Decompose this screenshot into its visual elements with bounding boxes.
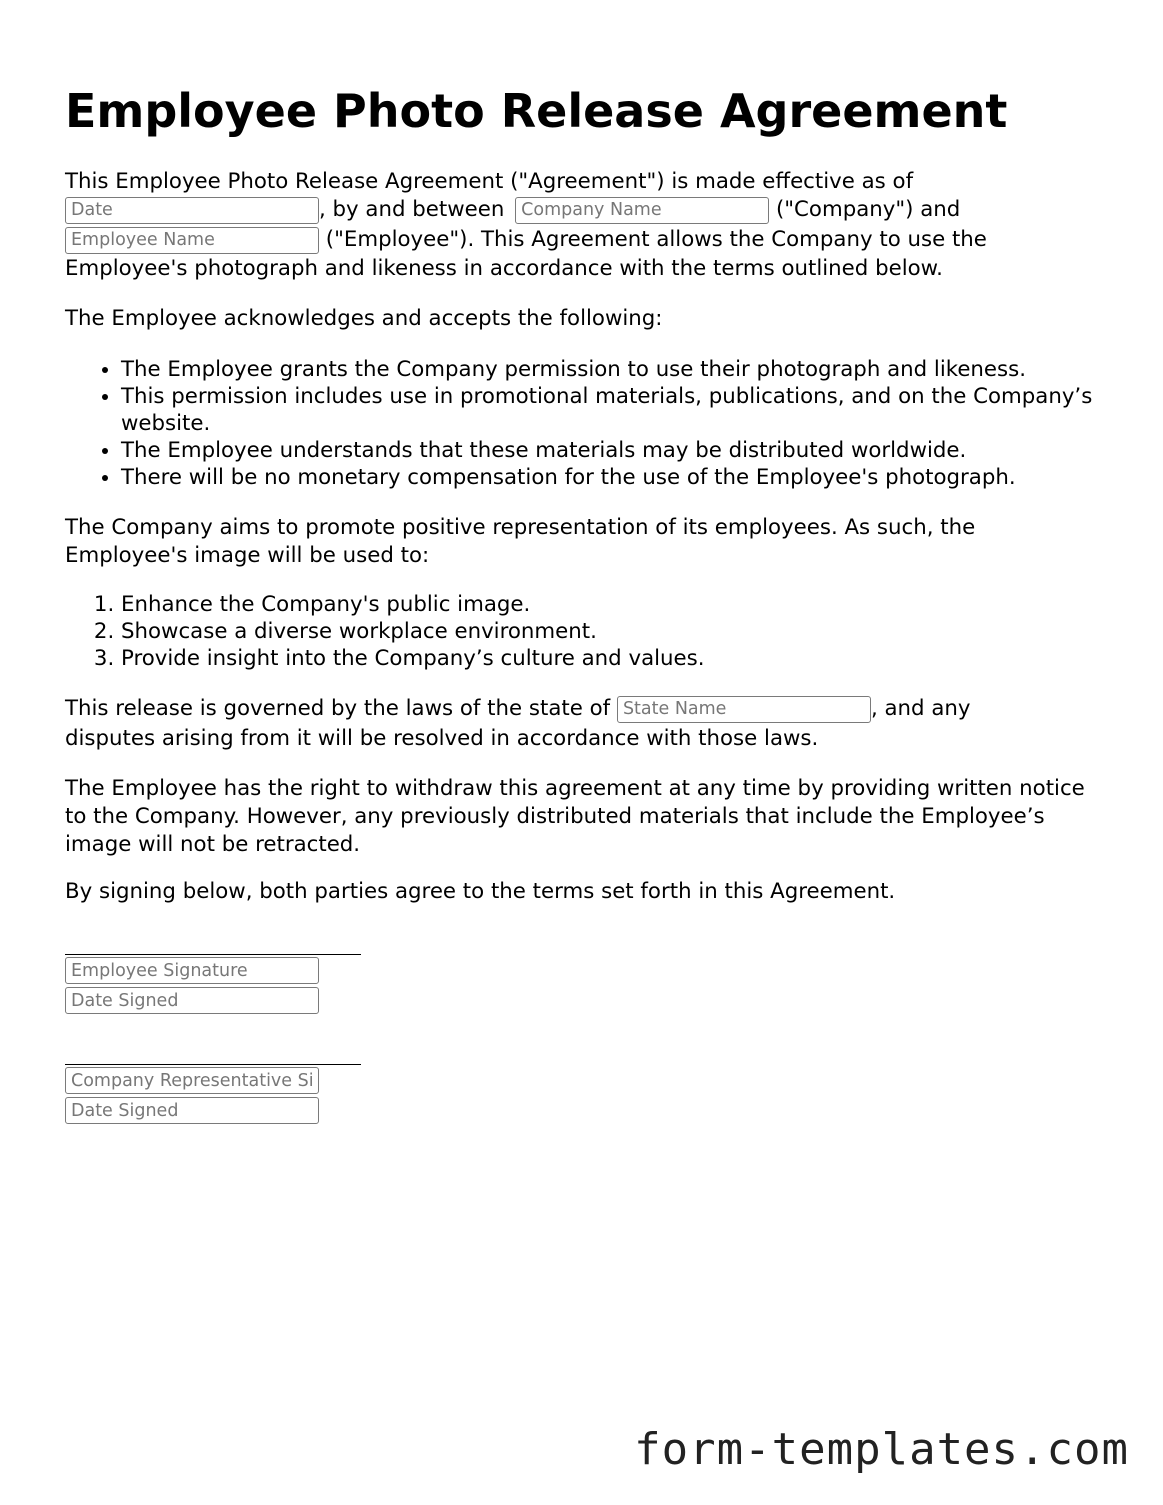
company-name-input[interactable]	[515, 197, 769, 224]
employee-name-input[interactable]	[65, 227, 319, 254]
employee-signature-input[interactable]	[65, 957, 319, 984]
governing-line-2	[65, 725, 818, 753]
company-signature-line	[65, 1063, 361, 1065]
governing-line-1	[65, 695, 970, 723]
uses-list	[65, 591, 1121, 672]
acknowledge-heading: The Employee acknowledges and accepts the following:	[65, 306, 663, 331]
governing-suffix: , and any	[870, 696, 971, 721]
list-item: • The Employee understands that these materials may be distributed worldwide.	[121, 437, 1121, 464]
employee-signature-line	[65, 953, 361, 955]
intro-line-1	[65, 168, 913, 196]
list-item: • The Employee grants the Company permission to use their photograph and likeness.	[121, 356, 1121, 383]
employee-date-signed-input[interactable]	[65, 987, 319, 1014]
list-item: • This permission includes use in promotional materials, publications, and on the Company’s website.	[121, 383, 1121, 437]
between-text: , by and between	[319, 197, 505, 222]
list-item: 2. Showcase a diverse workplace environment.	[121, 618, 1121, 645]
governing-text: disputes arising from it will be resolved in accordance with those laws.	[65, 726, 819, 751]
watermark-logo: form-templates.com	[634, 1424, 1129, 1475]
list-item: 1. Enhance the Company's public image.	[121, 591, 1121, 618]
intro-text: This Employee Photo Release Agreement ("Agreement") is made effective as of	[65, 169, 914, 194]
company-signature-input[interactable]	[65, 1067, 319, 1094]
signing-statement: By signing below, both parties agree to the terms set forth in this Agreement.	[65, 879, 896, 904]
intro-line-3	[65, 226, 987, 254]
intro-line-4	[65, 255, 943, 283]
company-suffix-text: ("Company") and	[775, 197, 961, 222]
list-item: 3. Provide insight into the Company’s culture and values.	[121, 645, 1121, 672]
date-input[interactable]	[65, 197, 319, 224]
state-name-input[interactable]	[617, 696, 871, 723]
purpose-paragraph: The Company aims to promote positive representation of its employees. As such, the Employee's image will be used to:	[65, 515, 976, 568]
intro-line-2	[65, 196, 960, 224]
company-date-signed-input[interactable]	[65, 1097, 319, 1124]
employee-suffix-text: ("Employee"). This Agreement allows the Company to use the	[325, 227, 987, 252]
governing-prefix: This release is governed by the laws of the state of	[65, 696, 611, 721]
acknowledgement-list	[65, 356, 1121, 491]
list-item: • There will be no monetary compensation for the use of the Employee's photograph.	[121, 464, 1121, 491]
withdraw-paragraph: The Employee has the right to withdraw this agreement at any time by providing written notice to the Company. However, any previously distributed materials that include the Employee’s image will not be retracted.	[65, 776, 1085, 857]
intro-closing-text: Employee's photograph and likeness in accordance with the terms outlined below.	[65, 256, 943, 281]
page-title: Employee Photo Release Agreement	[65, 84, 1008, 138]
